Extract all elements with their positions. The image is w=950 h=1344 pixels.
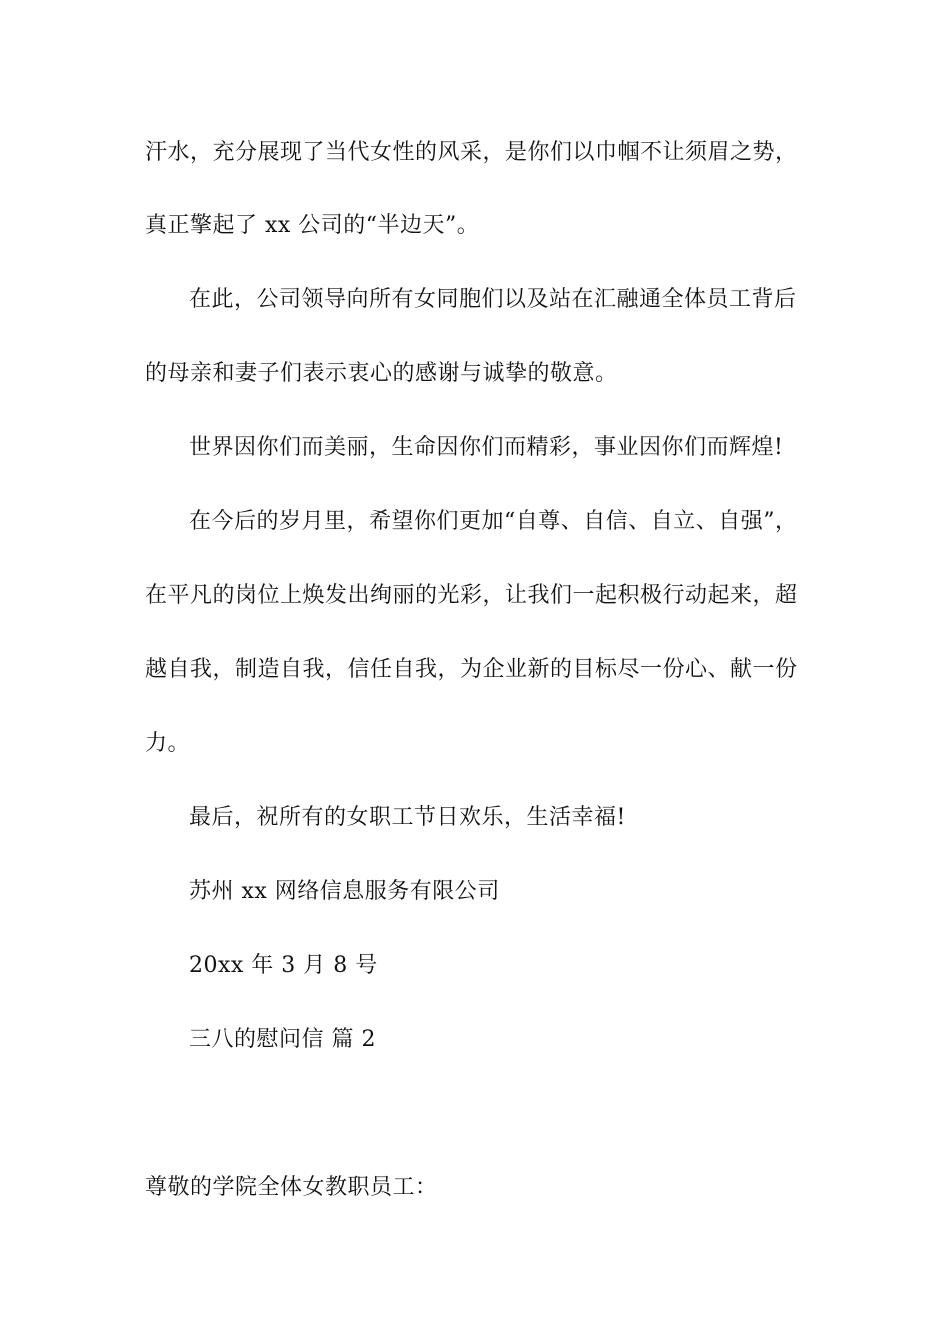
signature-date: 20xx 年 3 月 8 号 (189, 953, 378, 978)
paragraph-line: 越自我，制造自我，信任自我，为企业新的目标尽一份心、献一份 (145, 657, 798, 682)
closing-line: 最后，祝所有的女职工节日欢乐，生活幸福! (189, 805, 626, 830)
paragraph-line: 真正擎起了 xx 公司的“半边天”。 (145, 213, 480, 238)
paragraph-line: 汗水，充分展现了当代女性的风采，是你们以巾帼不让须眉之势， (145, 140, 798, 165)
paragraph-line: 的母亲和妻子们表示衷心的感谢与诚挚的敬意。 (145, 361, 618, 386)
paragraph-line: 在此，公司领导向所有女同胞们以及站在汇融通全体员工背后 (189, 287, 797, 312)
paragraph-line: 力。 (145, 731, 191, 756)
salutation-line: 尊敬的学院全体女教职员工： (145, 1175, 438, 1200)
paragraph-line: 在平凡的岗位上焕发出绚丽的光彩，让我们一起积极行动起来，超 (145, 583, 798, 608)
paragraph-line: 世界因你们而美丽，生命因你们而精彩，事业因你们而辉煌! (189, 435, 784, 460)
section-heading: 三八的慰问信 篇 2 (189, 1027, 376, 1052)
paragraph-line: 在今后的岁月里，希望你们更加“自尊、自信、自立、自强”， (189, 509, 798, 534)
signature-company: 苏州 xx 网络信息服务有限公司 (189, 879, 500, 904)
